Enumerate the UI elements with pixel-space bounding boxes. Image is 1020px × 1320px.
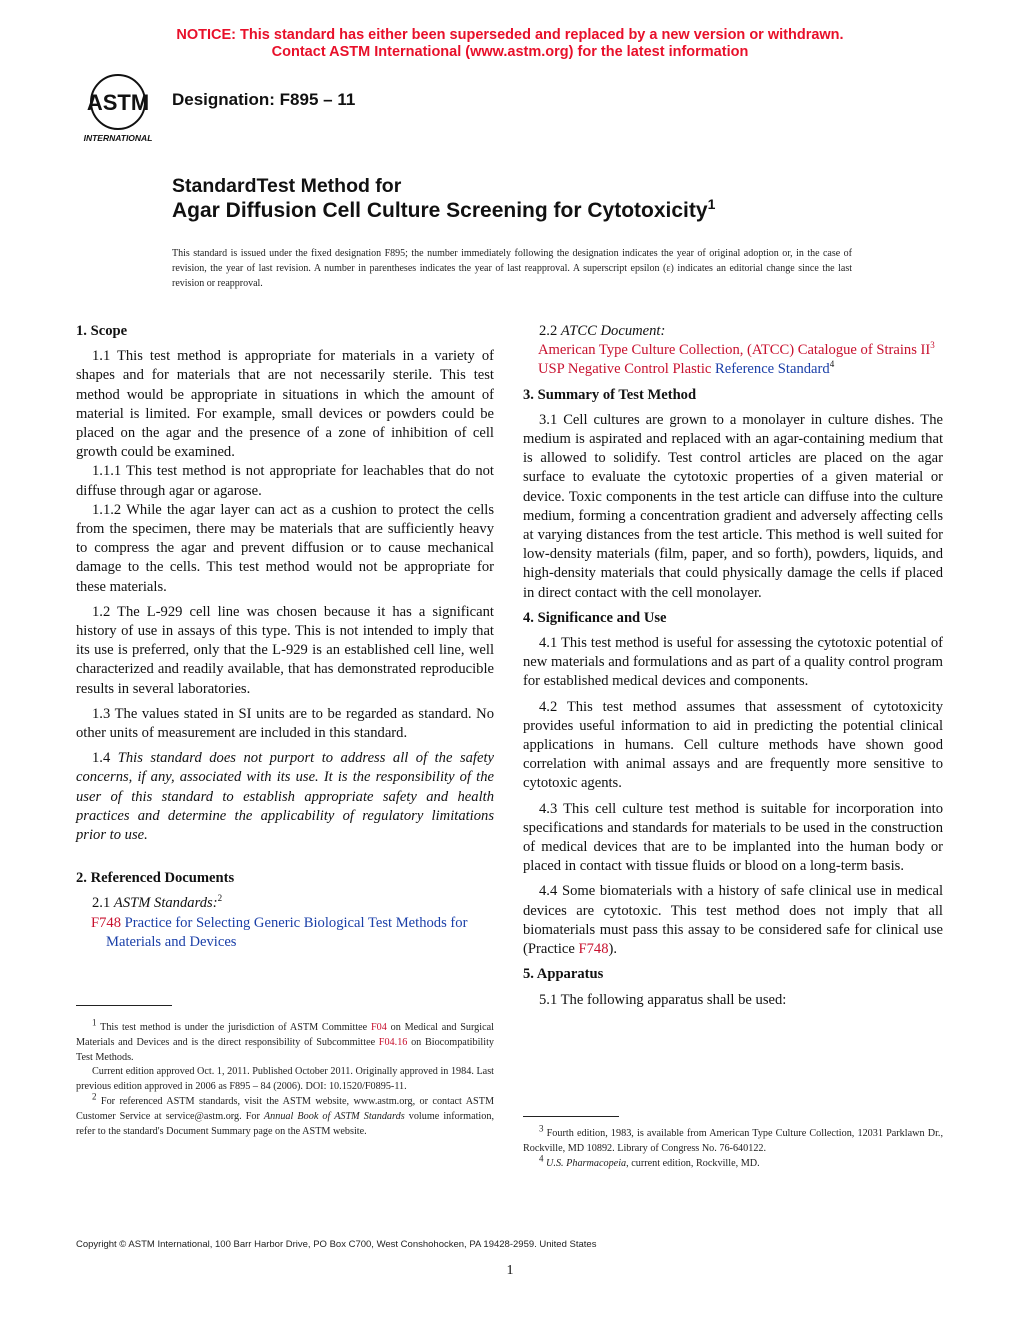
footnote-1-current-edition: Current edition approved Oct. 1, 2011. Published October 2011. Originally approved in 1984. Last previous edition approved in 2006 as F895 – 84 (2006). DOI: 10.1520/F0895-11. [76, 1066, 494, 1093]
footnote-1-text-2: on Medical and Surgical Materials and Devices and is the direct responsibility of Subcommittee [76, 1022, 494, 1048]
reference-f748 [76, 914, 494, 952]
left-footnotes [76, 1017, 494, 1139]
title-footnote-mark: 1 [707, 196, 716, 212]
section-3-heading: 3. Summary of Test Method [523, 386, 697, 403]
para-2-1 [76, 894, 494, 913]
footnote-4 [523, 1153, 943, 1172]
footnote-2-italic: Annual Book of ASTM Standards [263, 1110, 405, 1122]
para-1-4 [76, 749, 494, 845]
para-1-3: 1.3 The values stated in SI units are to be regarded as standard. No other units of measurement are included in this standard. [76, 705, 494, 742]
right-footnote-rule [523, 1116, 619, 1117]
section-2-heading: 2. Referenced Documents [76, 870, 235, 887]
para-1-4-number: 1.4 [92, 750, 111, 767]
footnote-2-text: For referenced ASTM standards, visit the ASTM website, www.astm.org, or contact ASTM Customer Service at service@astm.org. For [76, 1095, 494, 1122]
para-4-2: 4.2 This test method assumes that assessment of cytotoxicity provides useful information to aid in predicting the potential clinical applications in humans. Cell culture methods have shown good correlation with animal assays and are frequently more sensitive to cytotoxic agents. [523, 698, 943, 792]
footnote-3-mark: 3 [539, 1123, 544, 1134]
para-4-3: 4.3 This cell culture test method is suitable for incorporation into specifications and standards for materials to be used in the construction of medical devices that are to be implanted into the human body or placed in contact with tissue fluids or blood on a long-term basis. [523, 800, 943, 875]
para-4-1: 4.1 This test method is useful for assessing the cytotoxic potential of new materials and formulations and as part of a quality control program for established medical devices and components. [523, 635, 943, 690]
logo-caption: INTERNATIONAL [83, 133, 153, 143]
para-2-2-number: 2.2 [539, 323, 558, 339]
f04-link[interactable]: F04 [370, 1022, 387, 1033]
right-footnotes [523, 1123, 943, 1171]
para-4-4 [523, 882, 943, 959]
footnote-4-italic: U.S. Pharmacopeia [546, 1157, 627, 1169]
astm-logo-mark [72, 72, 164, 144]
para-4-4-tail: ). [608, 941, 618, 958]
para-2-1-number: 2.1 [92, 895, 111, 912]
f748-inline-link[interactable]: F748 [578, 941, 609, 958]
reference-usp [523, 360, 943, 379]
para-1-1: 1.1 This test method is appropriate for materials in a variety of shapes and for materials that are not necessarily sterile. This test method would be appropriate in situations in which the amount of material is limited. For example, small devices or powders could be placed on the agar and the presence of a zone of inhibition of cell growth could be examined. [76, 348, 494, 461]
para-5-1: 5.1 The following apparatus shall be used: [539, 991, 787, 1008]
astm-logo [72, 72, 164, 144]
f04-16-link[interactable]: F04.16 [378, 1036, 408, 1048]
usp-footnote-mark: 4 [829, 359, 835, 370]
atcc-link[interactable]: American Type Culture Collection, (ATCC) Catalogue of Strains II [538, 342, 931, 359]
footnote-2 [76, 1091, 494, 1139]
para-4-4-text: 4.4 Some biomaterials with a history of safe clinical use in medical devices are cytotoxic. This test method does not imply that all biomaterials must pass this assay to be considered safe for clinical use (Practice [523, 883, 943, 958]
para-2-1-footnote-mark: 2 [217, 893, 223, 904]
para-1-1-1: 1.1.1 This test method is not appropriate for leachables that do not diffuse through agar or agarose. [76, 463, 494, 499]
section-4-heading: 4. Significance and Use [523, 609, 667, 626]
footnote-4-text: , current edition, Rockville, MD. [626, 1157, 760, 1169]
footnote-1 [76, 1017, 494, 1065]
section-5-heading: 5. Apparatus [523, 966, 604, 983]
reference-atcc[interactable] [523, 341, 943, 360]
footnote-1-text: This test method is under the jurisdiction of ASTM Committee [100, 1022, 371, 1033]
para-2-1-text: ASTM Standards: [113, 895, 218, 912]
footnote-2-text-2: volume information, refer to the standard's Document Summary page on the ASTM website. [76, 1110, 494, 1137]
f748-title-link[interactable]: Practice for Selecting Generic Biological Test Methods for Materials and Devices [106, 914, 468, 950]
page-number: 1 [506, 1263, 514, 1278]
designation: Designation: F895 – 11 [172, 90, 356, 109]
title-main: Agar Diffusion Cell Culture Screening for Cytotoxicity [172, 199, 708, 222]
footnote-4-mark: 4 [539, 1153, 544, 1164]
notice-line-2: Contact ASTM International (www.astm.org) for the latest information [271, 44, 749, 60]
title-line-2 [172, 196, 716, 223]
supersession-notice [0, 27, 1020, 61]
usp-standard-link[interactable]: Reference Standard [715, 361, 830, 378]
usp-link[interactable]: USP Negative Control Plastic [538, 361, 712, 378]
issued-note: This standard is issued under the fixed designation F895; the number immediately following the designation indicates the year of original adoption or, in the case of revision, the year of last revision. A number in parentheses indicates the year of last reapproval. A superscript epsilon (ε) indicates an editorial change since the last revision or reapproval. [172, 248, 852, 289]
footnote-3 [523, 1123, 943, 1157]
notice-line-1: NOTICE: This standard has either been superseded and replaced by a new version or withdrawn. [176, 27, 844, 43]
para-1-1-2: 1.1.2 While the agar layer can act as a cushion to protect the cells from the specimen, there may be materials that are sufficiently heavy to compress the agar and prevent diffusion or to cause mechanical damage to the cells. This test method would not be appropriate for these materials. [76, 501, 494, 595]
section-1-heading: 1. Scope [76, 323, 128, 339]
para-3-1: 3.1 Cell cultures are grown to a monolayer in culture dishes. The medium is aspirated and replaced with an agar-containing medium that is allowed to solidify. Test control articles are placed on the agar surface to evaluate the cytotoxic properties of a given material or device. Toxic components in the test article can diffuse into the culture medium, forming a concentration gradient and adversely affecting cells at varying distances from the test article. This method is well suited for low-density materials (film, paper, and so forth), powders, liquids, and high-density materials that could physically damage the cells if placed in direct contact with the cell monolayer. [523, 411, 943, 601]
atcc-footnote-mark: 3 [930, 340, 935, 351]
right-column [523, 322, 943, 1010]
para-1-4-text: This standard does not purport to address all of the safety concerns, if any, associated with its use. It is the responsibility of the user of this standard to establish appropriate safety and health practices and determine the applicability of regulatory limitations prior to use. [76, 750, 494, 844]
left-column [76, 322, 494, 952]
copyright-line: Copyright © ASTM International, 100 Barr Harbor Drive, PO Box C700, West Conshohocken, PA 19428-2959. United States [76, 1239, 597, 1250]
para-1-2: 1.2 The L-929 cell line was chosen because it has a significant history of use in assays of this type. This is not intended to imply that its use is preferred, only that the L-929 is an established cell line, well characterized and readily available, that has demonstrated reproducible results in several laboratories. [76, 603, 494, 697]
footnote-3-text: Fourth edition, 1983, is available from American Type Culture Collection, 12031 Parklawn Dr., Rockville, MD 10892. Library of Congress No. 76-640122. [523, 1128, 943, 1154]
footnote-1-mark: 1 [92, 1017, 97, 1028]
f748-link[interactable]: F748 [91, 914, 122, 931]
footnote-1-text-3: on Biocompatibility Test Methods. [76, 1036, 494, 1063]
para-2-2-text: ATCC Document: [560, 323, 666, 339]
left-footnote-rule [76, 1005, 172, 1006]
title-line-1: StandardTest Method for [172, 175, 402, 197]
logo-wordmark: ASTM [86, 90, 150, 115]
footnote-2-mark: 2 [92, 1091, 97, 1102]
para-2-2 [523, 322, 943, 341]
